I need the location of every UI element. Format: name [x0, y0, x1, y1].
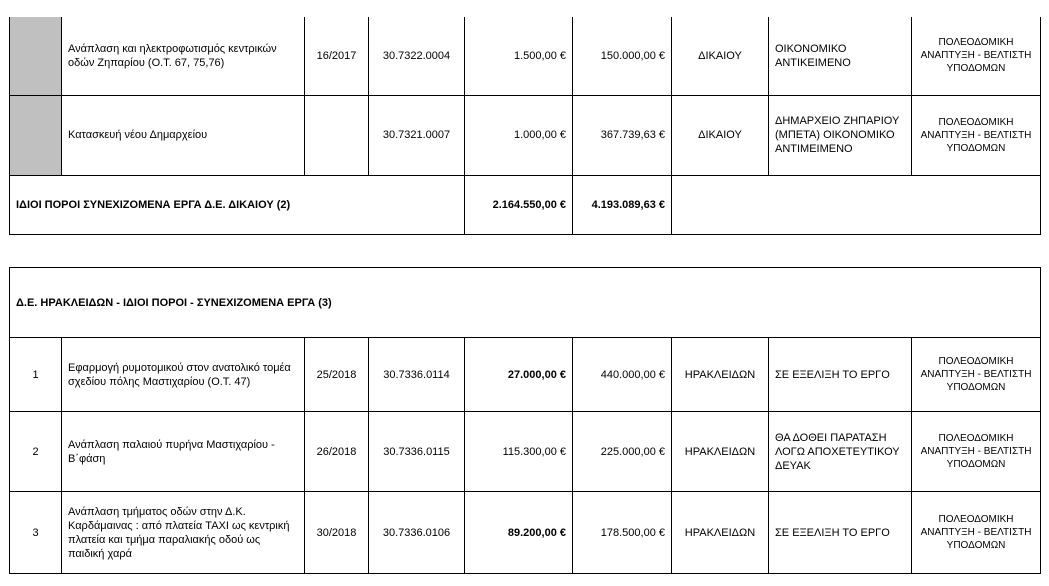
budget-code: 30.7336.0106 [369, 492, 465, 574]
project-category: ΠΟΛΕΟΔΟΜΙΚΗ ΑΝΑΠΤΥΞΗ - ΒΕΛΤΙΣΤΗ ΥΠΟΔΟΜΩΝ [912, 17, 1041, 95]
budget-code: 30.7322.0004 [369, 17, 465, 95]
total-budget-amount: 440.000,00 € [573, 338, 672, 412]
municipal-unit: ΗΡΑΚΛΕΙΔΩΝ [672, 338, 769, 412]
budget-year-amount: 89.200,00 € [465, 492, 573, 574]
projects-table-dikaiou [9, 17, 1041, 235]
project-status: ΟΙΚΟΝΟΜΙΚΟ ΑΝΤΙΚΕΙΜΕΝΟ [769, 17, 912, 95]
decision-number: 26/2018 [305, 412, 369, 492]
project-title: Κατασκευή νέου Δημαρχείου [62, 95, 305, 175]
decision-number: 25/2018 [305, 338, 369, 412]
municipal-unit: ΗΡΑΚΛΕΙΔΩΝ [672, 412, 769, 492]
total-empty-cell [672, 175, 1041, 234]
project-title: Ανάπλαση τμήματος οδών στην Δ.Κ. Καρδάμαινας : από πλατεία TAXI ως κεντρική πλατεία και τμήμα παραλιακής οδού ως παιδική χαρά [62, 492, 305, 574]
projects-table-irakleidon [9, 267, 1041, 574]
table-row [10, 338, 1041, 412]
section-header: Δ.Ε. ΗΡΑΚΛΕΙΔΩΝ - ΙΔΙΟΙ ΠΟΡΟΙ - ΣΥΝΕΧΙΖΟΜΕΝΑ ΕΡΓΑ (3) [10, 268, 1041, 338]
total-budget-sum: 4.193.089,63 € [573, 175, 672, 234]
row-number [10, 95, 62, 175]
total-budget-amount: 225.000,00 € [573, 412, 672, 492]
table-row [10, 95, 1041, 175]
row-number: 2 [10, 412, 62, 492]
budget-code: 30.7321.0007 [369, 95, 465, 175]
project-category: ΠΟΛΕΟΔΟΜΙΚΗ ΑΝΑΠΤΥΞΗ - ΒΕΛΤΙΣΤΗ ΥΠΟΔΟΜΩΝ [912, 95, 1041, 175]
project-category: ΠΟΛΕΟΔΟΜΙΚΗ ΑΝΑΠΤΥΞΗ - ΒΕΛΤΙΣΤΗ ΥΠΟΔΟΜΩΝ [912, 412, 1041, 492]
row-number: 3 [10, 492, 62, 574]
total-budget-amount: 367.739,63 € [573, 95, 672, 175]
municipal-unit: ΔΙΚΑΙΟΥ [672, 17, 769, 95]
project-title: Εφαρμογή ρυμοτομικού στον ανατολικό τομέα σχεδίου πόλης Μαστιχαρίου (Ο.Τ. 47) [62, 338, 305, 412]
municipal-unit: ΗΡΑΚΛΕΙΔΩΝ [672, 492, 769, 574]
section-header-row [10, 268, 1041, 338]
total-budget-amount: 178.500,00 € [573, 492, 672, 574]
project-status: ΣΕ ΕΞΕΛΙΞΗ ΤΟ ΕΡΓΟ [769, 338, 912, 412]
budget-year-amount: 115.300,00 € [465, 412, 573, 492]
row-number: 1 [10, 338, 62, 412]
project-status: ΘΑ ΔΟΘΕΙ ΠΑΡΑΤΑΣΗ ΛΟΓΩ ΑΠΟΧΕΤΕΥΤΙΚΟΥ ΔΕΥΑΚ [769, 412, 912, 492]
budget-code: 30.7336.0114 [369, 338, 465, 412]
budget-year-amount: 1.000,00 € [465, 95, 573, 175]
total-budget-amount: 150.000,00 € [573, 17, 672, 95]
project-status: ΔΗΜΑΡΧΕΙΟ ΖΗΠΑΡΙΟΥ (ΜΠΕΤΑ) ΟΙΚΟΝΟΜΙΚΟ ΑΝΤΙΜΕΙΜΕΝΟ [769, 95, 912, 175]
total-budget-year: 2.164.550,00 € [465, 175, 573, 234]
project-category: ΠΟΛΕΟΔΟΜΙΚΗ ΑΝΑΠΤΥΞΗ - ΒΕΛΤΙΣΤΗ ΥΠΟΔΟΜΩΝ [912, 492, 1041, 574]
total-label: ΙΔΙΟΙ ΠΟΡΟΙ ΣΥΝΕΧΙΖΟΜΕΝΑ ΕΡΓΑ Δ.Ε. ΔΙΚΑΙΟΥ (2) [10, 175, 465, 234]
total-row [10, 175, 1041, 234]
budget-year-amount: 1.500,00 € [465, 17, 573, 95]
project-title: Ανάπλαση και ηλεκτροφωτισμός κεντρικών οδών Ζηπαρίου (Ο.Τ. 67, 75,76) [62, 17, 305, 95]
project-category: ΠΟΛΕΟΔΟΜΙΚΗ ΑΝΑΠΤΥΞΗ - ΒΕΛΤΙΣΤΗ ΥΠΟΔΟΜΩΝ [912, 338, 1041, 412]
decision-number: 30/2018 [305, 492, 369, 574]
row-number [10, 17, 62, 95]
table-row [10, 17, 1041, 95]
table-row [10, 412, 1041, 492]
budget-year-amount: 27.000,00 € [465, 338, 573, 412]
municipal-unit: ΔΙΚΑΙΟΥ [672, 95, 769, 175]
budget-code: 30.7336.0115 [369, 412, 465, 492]
decision-number: 16/2017 [305, 17, 369, 95]
decision-number [305, 95, 369, 175]
project-title: Ανάπλαση παλαιού πυρήνα Μαστιχαρίου - Β΄φάση [62, 412, 305, 492]
table-row [10, 492, 1041, 574]
project-status: ΣΕ ΕΞΕΛΙΞΗ ΤΟ ΕΡΓΟ [769, 492, 912, 574]
